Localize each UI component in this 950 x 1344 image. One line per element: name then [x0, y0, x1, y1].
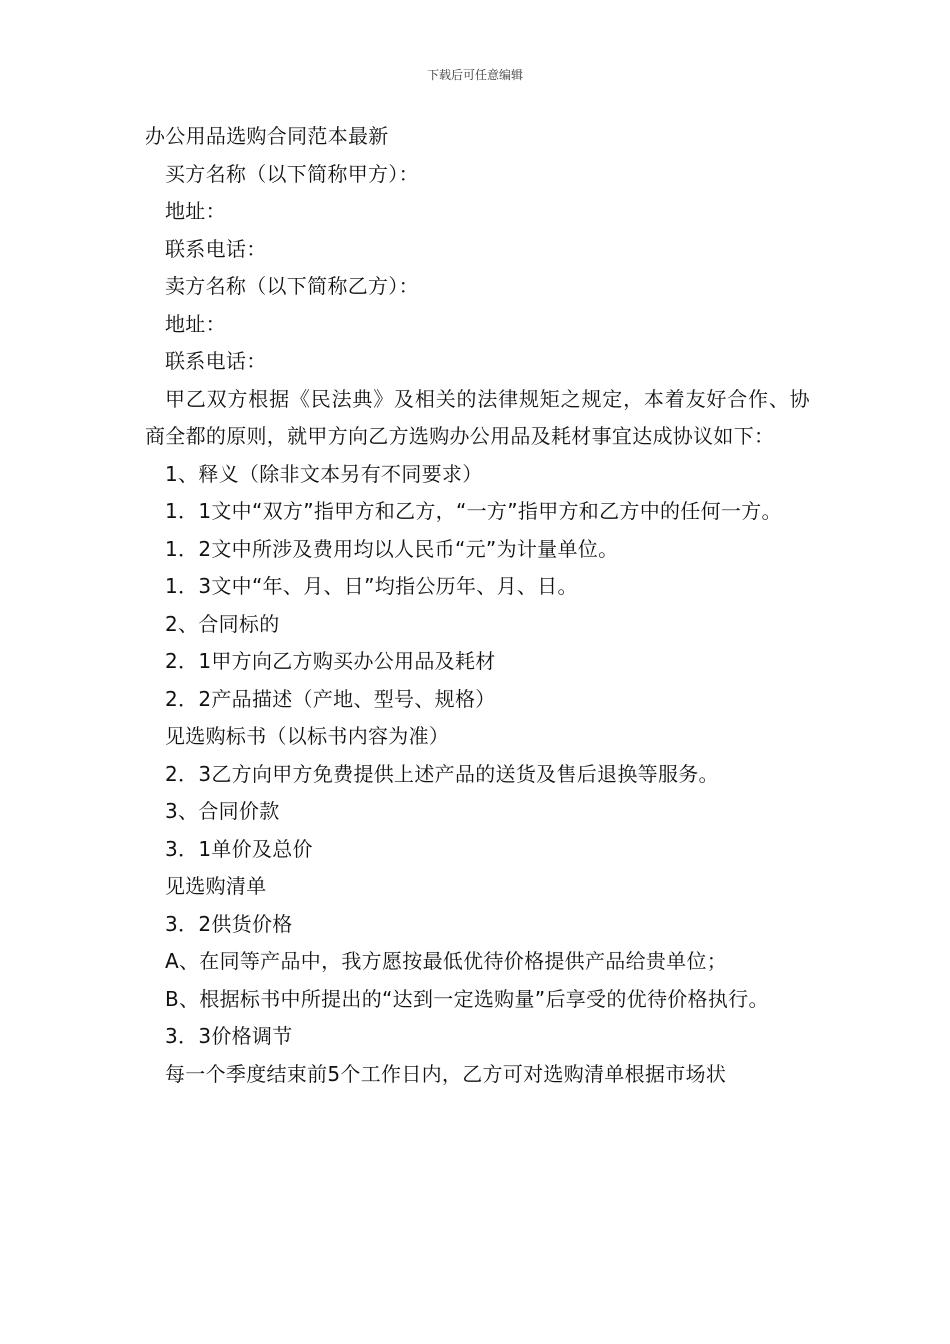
clause-1-3: 1．3文中“年、月、日”均指公历年、月、日。 — [165, 574, 578, 598]
clause-1-1: 1．1文中“双方”指甲方和乙方，“一方”指甲方和乙方中的任何一方。 — [165, 499, 782, 523]
clause-3-3: 3．3价格调节 — [165, 1024, 293, 1048]
document-title: 办公用品选购合同范本最新 — [145, 124, 389, 148]
clause-2-1: 2．1甲方向乙方购买办公用品及耗材 — [165, 649, 496, 673]
seller-address-line: 地址： — [165, 311, 226, 336]
clause-2-3: 2．3乙方向甲方免费提供上述产品的送货及售后退换等服务。 — [165, 761, 719, 786]
buyer-name-line: 买方名称（以下简称甲方）： — [165, 161, 419, 186]
section-3-heading: 3、合同价款 — [165, 799, 280, 823]
section-2-heading: 2、合同标的 — [165, 611, 280, 636]
clause-3-1: 3．1单价及总价 — [165, 836, 313, 861]
clause-2-2-note: 见选购标书（以标书内容为准） — [165, 724, 450, 748]
clause-3-2-a: A、在同等产品中，我方愿按最低优待价格提供产品给贵单位； — [165, 949, 728, 973]
seller-phone-line: 联系电话： — [165, 349, 267, 373]
buyer-address-line: 地址： — [165, 199, 226, 223]
clause-3-2-b: B、根据标书中所提出的“达到一定选购量”后享受的优待价格执行。 — [165, 986, 769, 1011]
section-1-heading: 1、释义（除非文本另有不同要求） — [165, 461, 483, 486]
buyer-phone-line: 联系电话： — [165, 236, 267, 261]
clause-3-1-note: 见选购清单 — [165, 874, 267, 898]
preamble-paragraph: 甲乙双方根据《民法典》及相关的法律规矩之规定，本着友好合作、协商全都的原则，就甲方向乙方选购办公用品及耗材事宜达成协议如下： — [145, 386, 810, 448]
clause-2-2: 2．2产品描述（产地、型号、规格） — [165, 686, 496, 711]
clause-1-2: 1．2文中所涉及费用均以人民币“元”为计量单位。 — [165, 536, 619, 561]
page-header: 下载后可任意编辑 — [426, 68, 523, 82]
document-body — [145, 118, 810, 1093]
clause-3-3-text: 每一个季度结束前5个工作日内，乙方可对选购清单根据市场状 — [165, 1061, 727, 1086]
clause-3-2: 3．2供货价格 — [165, 911, 293, 936]
seller-name-line: 卖方名称（以下简称乙方）： — [165, 274, 419, 298]
